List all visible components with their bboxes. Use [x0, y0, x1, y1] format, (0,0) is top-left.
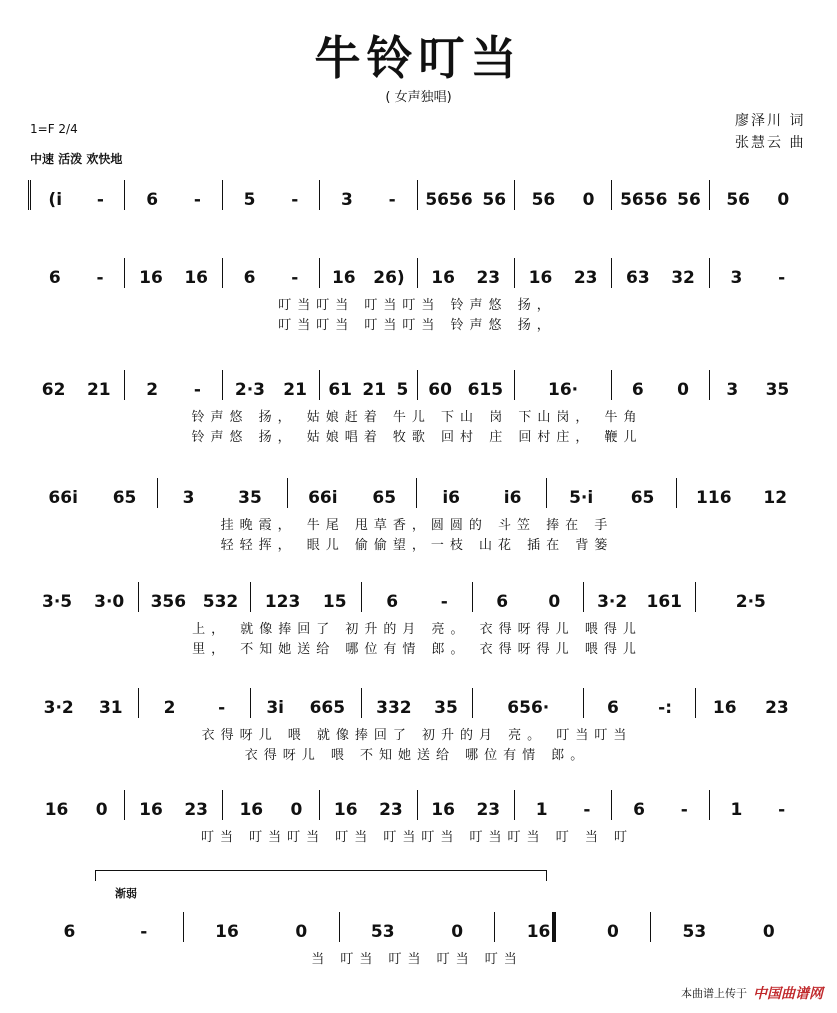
diminuendo-bracket — [95, 870, 547, 881]
score-system — [28, 258, 806, 338]
composer: 张慧云 曲 — [735, 135, 806, 151]
lyricist: 廖泽川 词 — [735, 113, 806, 129]
note-group: 2 — [146, 380, 159, 400]
measure — [223, 370, 320, 400]
lyric-line: 里， 不知她送给 哪位有情 郎。 衣得呀得儿 喂得儿 — [192, 642, 642, 657]
measure — [125, 790, 222, 820]
measure — [125, 258, 222, 288]
note-group: 6 — [631, 380, 644, 400]
note-group: 16 — [712, 698, 737, 718]
measure — [320, 258, 417, 288]
note-group: 61 — [328, 380, 352, 400]
note-group: 16 — [139, 800, 163, 820]
lyric-line: 铃声悠 扬， 姑娘赶着 牛儿 下山 岗 下山岗， 牛角 — [191, 410, 643, 425]
note-group: 0 — [777, 190, 790, 210]
lyric-line: 衣得呀儿 喂 就像捧回了 初升的月 亮。 叮当叮当 — [201, 728, 633, 743]
measure — [495, 912, 651, 942]
measure — [651, 912, 806, 942]
note-group: 3i — [266, 698, 284, 718]
lyric-line: 叮当 叮当叮当 叮当 叮当叮当 叮当叮当 叮 当 叮 — [201, 830, 633, 845]
note-group: 6 — [146, 190, 159, 210]
note-group: i6 — [503, 488, 522, 508]
lyric-line: 叮当叮当 叮当叮当 铃声悠 扬， — [278, 298, 556, 313]
tempo-marking: 中速 活泼 欢快地 — [30, 152, 123, 166]
measure — [158, 478, 288, 508]
measure — [288, 478, 418, 508]
lyric-line: 挂晚霞， 牛尾 甩草香，圆圆的 斗笠 捧在 手 — [220, 518, 614, 533]
measure — [515, 370, 612, 400]
measure-row — [28, 912, 806, 942]
note-group: 65 — [372, 488, 397, 508]
note-group: 656· — [507, 698, 550, 718]
measure-row — [28, 582, 806, 612]
score-system — [28, 370, 806, 450]
note-group: 6 — [48, 268, 61, 288]
note-group: 5·i — [569, 488, 594, 508]
measure — [340, 912, 496, 942]
note-group: 665 — [309, 698, 346, 718]
note-group: 2 — [163, 698, 176, 718]
measure-row — [28, 790, 806, 820]
note-group: 16 — [44, 800, 69, 820]
note-group: 0 — [451, 922, 464, 942]
note-group: 116 — [696, 488, 732, 508]
measure — [612, 790, 709, 820]
measure — [612, 180, 709, 210]
measure — [515, 790, 612, 820]
measure — [417, 478, 547, 508]
measure — [696, 582, 806, 612]
note-group: 3 — [726, 380, 739, 400]
note-group: 532 — [202, 592, 239, 612]
measure — [320, 370, 417, 400]
measure — [251, 688, 362, 718]
measure — [28, 912, 184, 942]
note-group: 60 — [428, 380, 452, 400]
note-group: 53 — [370, 922, 395, 942]
note-group: 21 — [362, 380, 387, 400]
note-group: 0 — [607, 922, 619, 942]
footer-text: 本曲谱上传于 — [681, 987, 747, 1000]
note-group: 35 — [238, 488, 262, 508]
note-group: 35 — [765, 380, 790, 400]
note-group: 356 — [150, 592, 187, 612]
note-group: i6 — [442, 488, 461, 508]
lyric-line: 叮当叮当 叮当叮当 铃声悠 扬， — [278, 318, 556, 333]
note-group: 6 — [243, 268, 256, 288]
note-group: 2·3 — [234, 380, 266, 400]
measure — [612, 258, 709, 288]
note-group: - — [388, 190, 396, 210]
note-group: 23 — [765, 698, 789, 718]
note-group: 16 — [528, 268, 553, 288]
note-group: - — [193, 190, 201, 210]
site-logo[interactable]: 中国曲谱网 — [753, 986, 823, 1002]
note-group: - — [440, 592, 448, 612]
note-group: -: — [658, 698, 673, 718]
note-group: - — [291, 268, 299, 288]
note-group: (i — [48, 190, 63, 210]
measure-row — [28, 258, 806, 288]
note-group: 0 — [95, 800, 108, 820]
measure-row — [28, 180, 806, 210]
note-group: 26) — [373, 268, 405, 288]
measure — [473, 582, 584, 612]
measure-row — [28, 370, 806, 400]
measure-row — [28, 688, 806, 718]
note-group: 5656 — [425, 190, 473, 210]
measure — [320, 180, 417, 210]
note-group: 332 — [376, 698, 412, 718]
measure — [28, 180, 125, 210]
measure — [28, 790, 125, 820]
measure — [584, 582, 695, 612]
measure — [223, 258, 320, 288]
note-group: 23 — [476, 800, 501, 820]
note-group: 3·2 — [597, 592, 628, 612]
note-group: 6 — [633, 800, 645, 820]
measure — [418, 258, 515, 288]
lyric-line: 衣得呀儿 喂 不知她送给 哪位有情 郎。 — [244, 748, 590, 763]
measure — [125, 180, 222, 210]
measure — [710, 790, 806, 820]
note-group: 21 — [283, 380, 307, 400]
note-group: 16 — [333, 800, 358, 820]
measure — [320, 790, 417, 820]
final-bar — [552, 912, 556, 942]
note-group: 31 — [98, 698, 123, 718]
note-group: 16 — [526, 922, 551, 942]
lyric-line: 上， 就像捧回了 初升的月 亮。 衣得呀得儿 喂得儿 — [192, 622, 642, 637]
measure — [28, 582, 139, 612]
note-group: 23 — [476, 268, 501, 288]
note-group: 66i — [48, 488, 78, 508]
note-group: 615 — [467, 380, 504, 400]
measure — [612, 370, 709, 400]
note-group: 3·2 — [43, 698, 74, 718]
measure — [696, 688, 806, 718]
note-group: - — [778, 800, 786, 820]
note-group: 3 — [340, 190, 353, 210]
measure — [710, 258, 806, 288]
note-group: 63 — [626, 268, 650, 288]
lyric-line: 铃声悠 扬， 姑娘唱着 牧歌 回村 庄 回村庄， 鞭儿 — [191, 430, 643, 445]
measure — [28, 688, 139, 718]
note-group: 66i — [308, 488, 338, 508]
measure — [418, 790, 515, 820]
note-group: 6 — [386, 592, 399, 612]
note-group: 123 — [264, 592, 301, 612]
note-group: 56 — [482, 190, 507, 210]
lyric-line: 轻轻挥， 眼儿 偷偷望，一枝 山花 插在 背篓 — [220, 538, 614, 553]
measure — [418, 180, 515, 210]
note-group: 1 — [535, 800, 548, 820]
note-group: 6 — [607, 698, 619, 718]
measure — [362, 582, 473, 612]
note-group: 3·0 — [94, 592, 125, 612]
measure — [418, 370, 515, 400]
measure — [547, 478, 677, 508]
note-group: - — [778, 268, 786, 288]
note-group: 23 — [184, 800, 208, 820]
measure — [251, 582, 362, 612]
score-system — [28, 582, 806, 662]
note-group: 16 — [331, 268, 356, 288]
note-group: 0 — [295, 922, 308, 942]
measure — [139, 582, 250, 612]
note-group: 53 — [682, 922, 707, 942]
note-group: 32 — [671, 268, 695, 288]
note-group: 16 — [139, 268, 163, 288]
note-group: 16 — [239, 800, 264, 820]
subtitle: ( 女声独唱) — [385, 90, 452, 105]
note-group: - — [96, 190, 104, 210]
note-group: 62 — [41, 380, 66, 400]
note-group: 5 — [243, 190, 256, 210]
footer — [681, 983, 823, 1003]
note-group: - — [680, 800, 688, 820]
note-group: - — [193, 380, 201, 400]
note-group: 65 — [112, 488, 137, 508]
score-system — [28, 790, 806, 870]
note-group: 16· — [548, 380, 579, 400]
note-group: 0 — [677, 380, 689, 400]
note-group: 56 — [677, 190, 701, 210]
note-group: 65 — [630, 488, 655, 508]
note-group: 56 — [726, 190, 750, 210]
note-group: 23 — [573, 268, 598, 288]
note-group: 56 — [531, 190, 556, 210]
note-group: 0 — [762, 922, 775, 942]
key-signature: 1=F 2/4 — [30, 122, 78, 136]
measure — [584, 688, 695, 718]
lyric-line: 当 叮当 叮当 叮当 叮当 — [311, 952, 523, 967]
note-group: 12 — [763, 488, 788, 508]
song-title: 牛铃叮当 — [314, 31, 523, 85]
measure — [139, 688, 250, 718]
note-group: 3·5 — [42, 592, 73, 612]
measure — [28, 478, 158, 508]
note-group: 0 — [548, 592, 561, 612]
measure — [362, 688, 473, 718]
note-group: 5656 — [620, 190, 668, 210]
measure — [710, 370, 806, 400]
score-system — [28, 180, 806, 260]
note-group: 2·5 — [735, 592, 766, 612]
note-group: 3 — [730, 268, 743, 288]
note-group: 0 — [582, 190, 595, 210]
note-group: 6 — [496, 592, 509, 612]
score-system — [28, 688, 806, 768]
note-group: 15 — [322, 592, 347, 612]
note-group: - — [291, 190, 299, 210]
note-group: 35 — [434, 698, 458, 718]
note-group: 3 — [182, 488, 195, 508]
note-group: - — [218, 698, 226, 718]
note-group: 0 — [290, 800, 303, 820]
dynamic-marking: 渐弱 — [115, 887, 137, 900]
note-group: 23 — [379, 800, 403, 820]
note-group: - — [140, 922, 148, 942]
measure — [28, 258, 125, 288]
measure — [677, 478, 806, 508]
note-group: 16 — [431, 800, 455, 820]
measure — [223, 790, 320, 820]
note-group: 16 — [431, 268, 455, 288]
score-system — [28, 478, 806, 558]
measure — [28, 370, 125, 400]
measure-row — [28, 478, 806, 508]
note-group: 6 — [63, 922, 76, 942]
score-system — [28, 912, 806, 992]
note-group: 16 — [215, 922, 239, 942]
measure — [473, 688, 584, 718]
note-group: - — [583, 800, 591, 820]
note-group: 1 — [730, 800, 743, 820]
note-group: 21 — [86, 380, 111, 400]
note-group: 161 — [646, 592, 683, 612]
note-group: 5 — [396, 380, 409, 400]
measure — [125, 370, 222, 400]
measure — [223, 180, 320, 210]
note-group: - — [96, 268, 104, 288]
measure — [184, 912, 340, 942]
measure — [515, 258, 612, 288]
measure — [710, 180, 806, 210]
note-group: 16 — [184, 268, 208, 288]
measure — [515, 180, 612, 210]
